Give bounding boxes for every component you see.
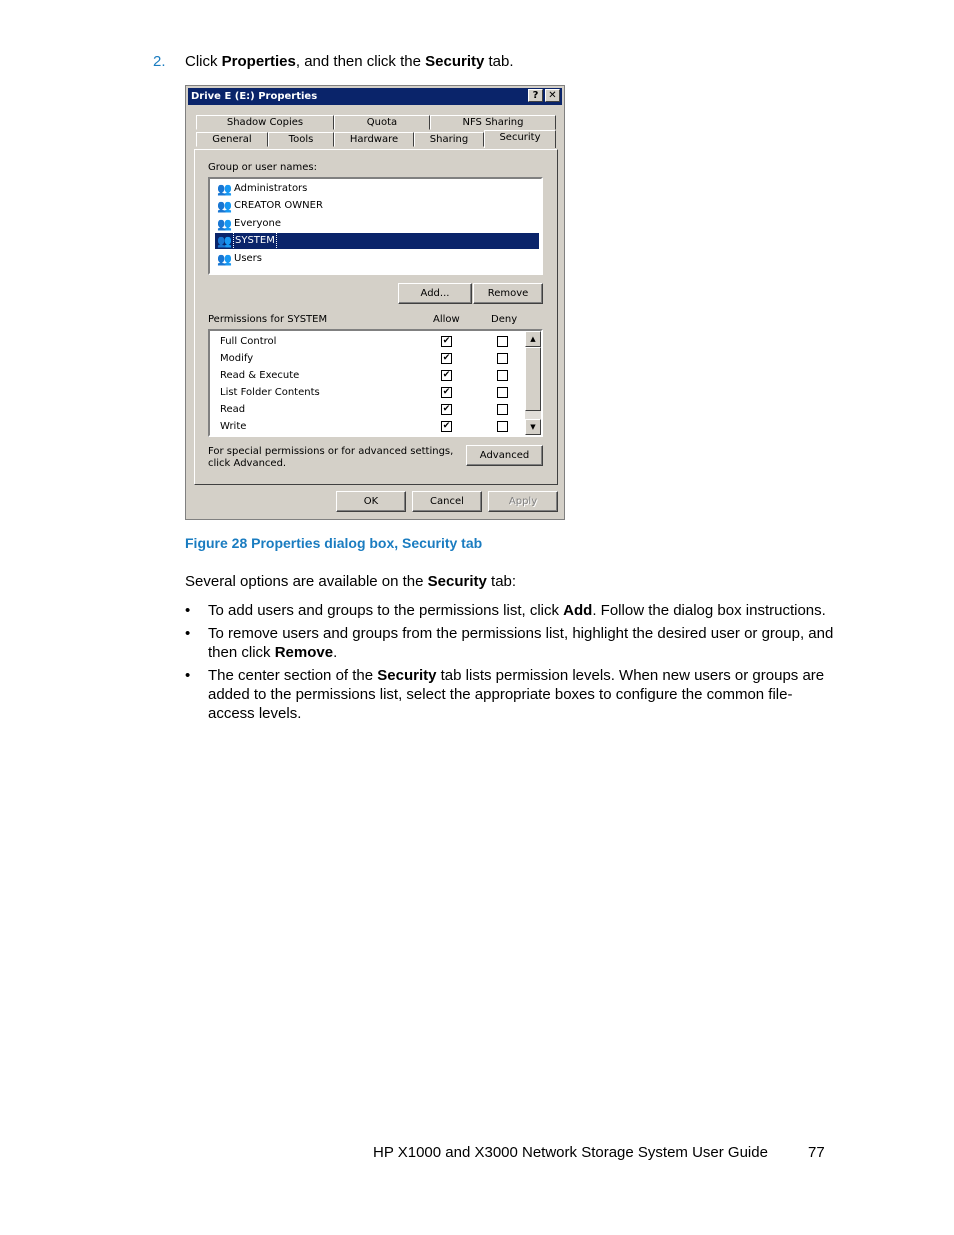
deny-checkbox[interactable] [497, 387, 508, 398]
step-text: Click Properties, and then click the Security tab. [185, 53, 514, 70]
allow-checkbox[interactable]: ✔ [442, 370, 451, 380]
allow-header: Allow [433, 314, 460, 325]
list-item[interactable]: 👥 Users [217, 252, 263, 266]
allow-checkbox[interactable]: ✔ [442, 336, 451, 346]
deny-checkbox[interactable] [497, 421, 508, 432]
tab-nfs-sharing[interactable]: NFS Sharing [430, 115, 556, 130]
help-button[interactable]: ? [528, 89, 543, 102]
tab-hardware[interactable]: Hardware [334, 132, 414, 147]
deny-checkbox[interactable] [497, 336, 508, 347]
close-button[interactable]: ✕ [545, 89, 560, 102]
allow-checkbox[interactable]: ✔ [442, 387, 451, 397]
cancel-button[interactable]: Cancel [412, 491, 482, 512]
group-icon: 👥 [217, 199, 232, 213]
ok-button[interactable]: OK [336, 491, 406, 512]
tab-tools[interactable]: Tools [268, 132, 334, 147]
tab-security[interactable]: Security [484, 130, 556, 148]
remove-button[interactable]: Remove [473, 283, 543, 304]
allow-checkbox[interactable]: ✔ [442, 404, 451, 414]
deny-header: Deny [491, 314, 518, 325]
tab-shadow-copies[interactable]: Shadow Copies [196, 115, 334, 130]
advanced-button[interactable]: Advanced [466, 445, 543, 466]
list-item: • To remove users and groups from the permissions list, highlight the desired user or group, and then click Remove. [185, 625, 834, 661]
step-number: 2. [153, 53, 166, 70]
scroll-down-icon[interactable]: ▼ [525, 419, 541, 435]
allow-checkbox[interactable]: ✔ [442, 421, 451, 431]
dialog-titlebar [188, 88, 562, 105]
deny-checkbox[interactable] [497, 404, 508, 415]
list-item[interactable]: 👥 Everyone [217, 217, 282, 231]
permission-row: List Folder Contents ✔ [220, 384, 541, 401]
apply-button[interactable]: Apply [488, 491, 558, 512]
list-item[interactable]: 👥 Administrators [217, 182, 308, 196]
scroll-thumb[interactable] [525, 347, 541, 411]
permissions-list [208, 329, 543, 437]
user-list[interactable] [208, 177, 543, 275]
list-item[interactable]: 👥 CREATOR OWNER [217, 199, 323, 213]
permission-row: Full Control ✔ [220, 333, 541, 350]
bullet-list [185, 601, 835, 727]
tab-sharing[interactable]: Sharing [414, 132, 484, 147]
list-item-selected[interactable]: 👥 SYSTEM [215, 233, 539, 249]
dialog-title: Drive E (E:) Properties [191, 91, 318, 102]
security-panel [194, 149, 558, 485]
group-icon: 👥 [217, 252, 232, 266]
page-number: 77 [808, 1144, 825, 1161]
deny-checkbox[interactable] [497, 370, 508, 381]
group-icon: 👥 [217, 217, 232, 231]
footer-title: HP X1000 and X3000 Network Storage System User Guide [373, 1144, 768, 1161]
group-icon: 👥 [217, 234, 232, 248]
tab-quota[interactable]: Quota [334, 115, 430, 130]
tab-general[interactable]: General [196, 132, 268, 147]
deny-checkbox[interactable] [497, 353, 508, 364]
figure-caption: Figure 28 Properties dialog box, Security tab [185, 535, 483, 551]
intro-paragraph: Several options are available on the Security tab: [185, 573, 517, 590]
advanced-note-line1: For special permissions or for advanced settings, [208, 446, 454, 457]
group-label: Group or user names: [208, 162, 317, 173]
permission-row: Read & Execute ✔ [220, 367, 541, 384]
permission-row: Read ✔ [220, 401, 541, 418]
permission-row: Write ✔ [220, 418, 541, 435]
list-item: • The center section of the Security tab lists permission levels. When new users or groups are added to the permissions list, select the appropriate boxes to configure the common file-access levels. [185, 667, 825, 722]
permission-row: Modify ✔ [220, 350, 541, 367]
allow-checkbox[interactable]: ✔ [442, 353, 451, 363]
permissions-label: Permissions for SYSTEM [208, 314, 328, 325]
add-button[interactable]: Add... [398, 283, 472, 304]
permissions-scrollbar[interactable] [525, 331, 541, 435]
properties-dialog [185, 85, 565, 520]
advanced-note-line2: click Advanced. [208, 458, 287, 469]
list-item: • To add users and groups to the permissions list, click Add. Follow the dialog box instructions. [185, 602, 826, 619]
group-icon: 👥 [217, 182, 232, 196]
scroll-up-icon[interactable]: ▲ [525, 331, 541, 347]
